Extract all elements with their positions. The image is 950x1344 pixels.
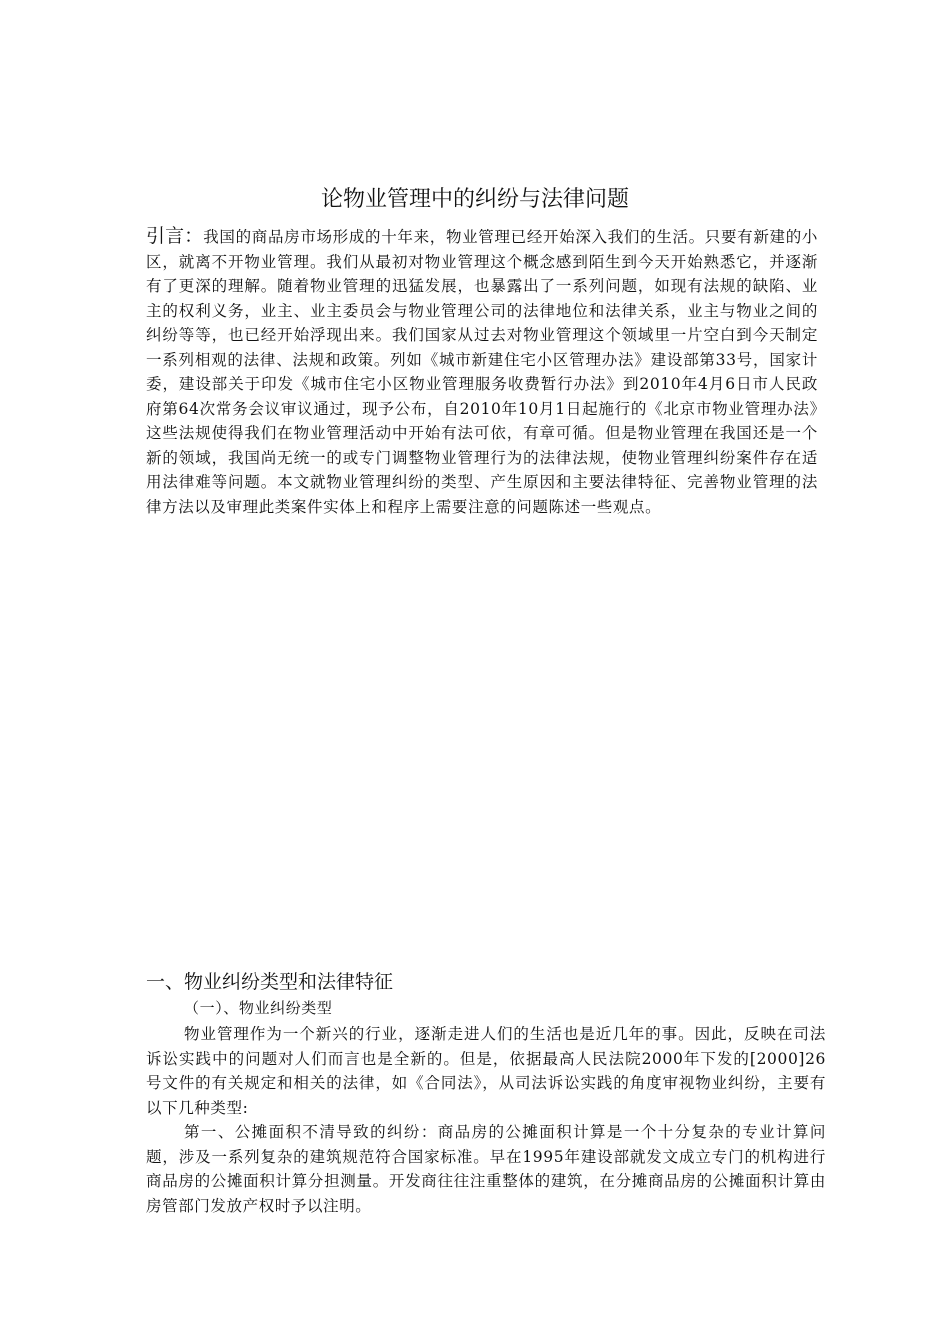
body-paragraph: 第一、公摊面积不清导致的纠纷：商品房的公摊面积计算是一个十分复杂的专业计算问题，涉及一系列复杂的建筑规范符合国家标准。早在1995年建设部就发文成立专门的机构进行商品房的公摊面积计算分担测量。开发商往往注重整体的建筑，在分摊商品房的公摊面积计算由房管部门发放产权时予以注明。	[146, 1123, 826, 1215]
intro-text: 我国的商品房市场形成的十年来，物业管理已经开始深入我们的生活。只要有新建的小区，就离不开物业管理。我们从最初对物业管理这个概念感到陌生到今天开始熟悉它，并逐渐有了更深的理解。随着物业管理的迅猛发展，也暴露出了一系列问题，如现有法规的缺陷、业主的权利义务，业主、业主委员会与物业管理公司的法律地位和法律关系，业主与物业之间的纠纷等等，也已经开始浮现出来。我们国家从过去对物业管理这个领域里一片空白到今天制定一系列相观的法律、法规和政策。列如《城市新建住宅小区管理办法》建设部第33号，国家计委，建设部关于印发《城市住宅小区物业管理服务收费暂行办法》到2010年4月6日市人民政府第64次常务会议审议通过，现予公布，自2010年10月1日起施行的《北京市物业管理办法》这些法规使得我们在物业管理活动中开始有法可依，有章可循。但是物业管理在我国还是一个新的领域，我国尚无统一的或专门调整物业管理行为的法律法规，使物业管理纠纷案件存在适用法律难等问题。本文就物业管理纠纷的类型、产生原因和主要法律特征、完善物业管理的法律方法以及审理此类案件实体上和程序上需要注意的问题陈述一些观点。	[146, 228, 818, 516]
section-dispute-types	[146, 968, 826, 1218]
section-heading: 一、物业纠纷类型和法律特征	[146, 971, 394, 993]
body-paragraph: 物业管理作为一个新兴的行业，逐渐走进人们的生活也是近几年的事。因此，反映在司法诉讼实践中的问题对人们而言也是全新的。但是，依据最高人民法院2000年下发的[2000]26号文件的有关规定和相关的法律，如《合同法》，从司法诉讼实践的角度审视物业纠纷，主要有以下几种类型:	[146, 1025, 826, 1117]
document-title: 论物业管理中的纠纷与法律问题	[320, 187, 629, 212]
intro-label: 引言：	[146, 225, 204, 247]
subsection-heading: （一）、物业纠纷类型	[184, 999, 333, 1017]
intro-paragraph	[146, 224, 818, 519]
